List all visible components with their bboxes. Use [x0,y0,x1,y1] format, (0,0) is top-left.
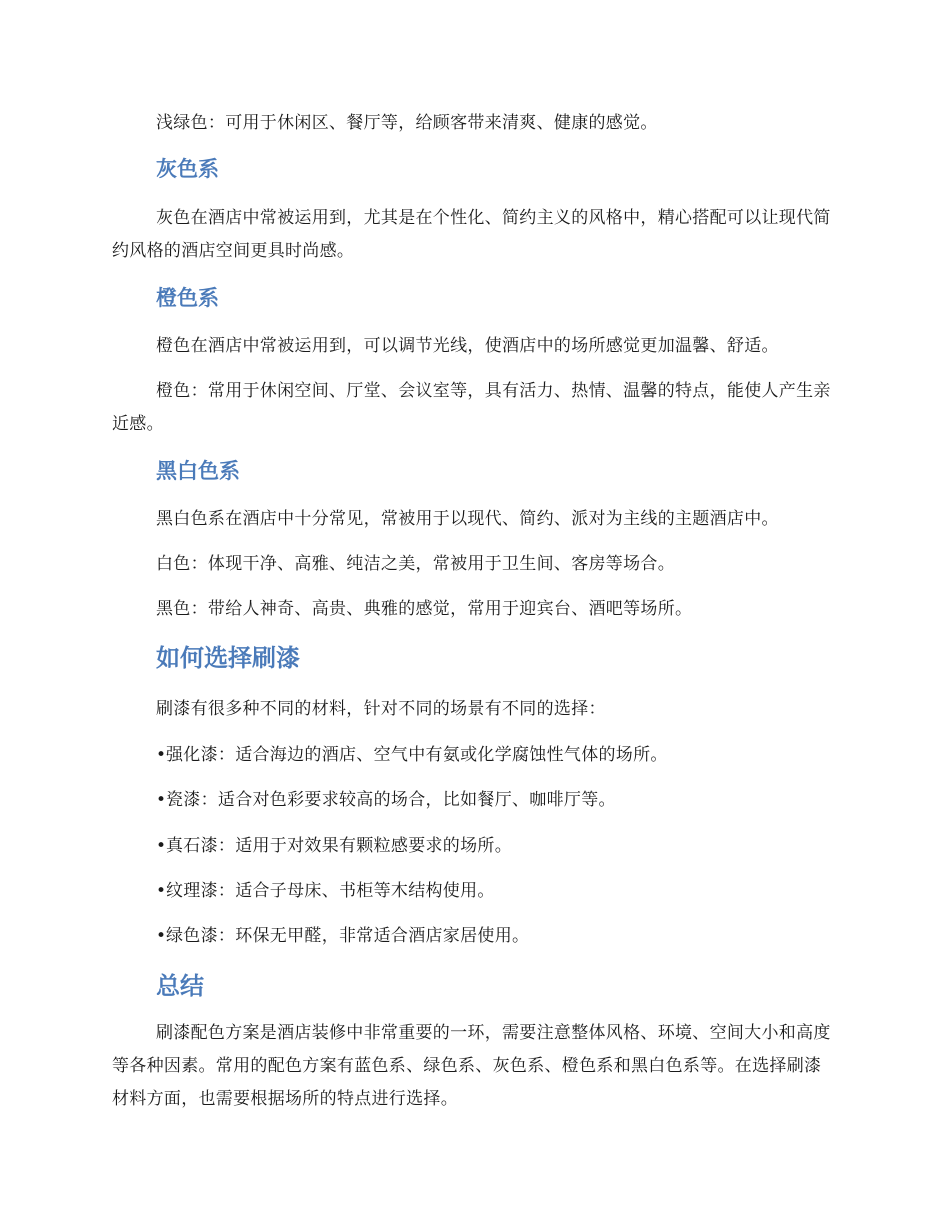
bullet-marker: • [156,926,167,946]
list-item [156,922,876,950]
paragraph-orange-2: 橙色：常用于休闲空间、厅堂、会议室等，具有活力、热情、温馨的特点，能使人产生亲近感。 [112,381,831,434]
bullet-marker: • [156,745,167,765]
paragraph-summary: 刷漆配色方案是酒店装修中非常重要的一环，需要注意整体风格、环境、空间大小和高度等各种因素。常用的配色方案有蓝色系、绿色系、灰色系、橙色系和黑白色系等。在选择刷漆材料方面，也需要根据场所的特点进行选择。 [112,1023,831,1109]
paragraph-how-to-choose: 刷漆有很多种不同的材料，针对不同的场景有不同的选择： [156,699,606,719]
heading-summary: 总结 [156,972,204,1000]
list-item-text: 真石漆：适用于对效果有颗粒感要求的场所。 [166,836,512,856]
paragraph-black-white-2: 白色：体现干净、高雅、纯洁之美，常被用于卫生间、客房等场合。 [156,554,675,574]
list-item-text: 绿色漆：环保无甲醛，非常适合酒店家居使用。 [166,926,530,946]
paragraph-light-green: 浅绿色：可用于休闲区、餐厅等，给顾客带来清爽、健康的感觉。 [156,113,658,133]
paragraph-gray: 灰色在酒店中常被运用到，尤其是在个性化、简约主义的风格中，精心搭配可以让现代简约风格的酒店空间更具时尚感。 [112,208,831,261]
bullet-marker: • [156,790,167,810]
heading-gray: 灰色系 [156,157,219,181]
paragraph-black-white-3: 黑色：带给人神奇、高贵、典雅的感觉，常用于迎宾台、酒吧等场所。 [156,599,693,619]
heading-orange: 橙色系 [156,286,219,310]
list-item-text: 纹理漆：适合子母床、书柜等木结构使用。 [166,881,495,901]
heading-how-to-choose: 如何选择刷漆 [156,644,300,672]
list-item [156,832,876,860]
heading-black-white: 黑白色系 [156,459,240,483]
list-item [156,877,876,905]
list-item [156,786,876,814]
list-item-text: 强化漆：适合海边的酒店、空气中有氨或化学腐蚀性气体的场所。 [166,745,668,765]
paragraph-orange-1: 橙色在酒店中常被运用到，可以调节光线，使酒店中的场所感觉更加温馨、舒适。 [156,336,779,356]
list-item-text: 瓷漆：适合对色彩要求较高的场合，比如餐厅、咖啡厅等。 [166,790,616,810]
bullet-marker: • [156,881,167,901]
list-item [156,741,876,769]
paragraph-black-white-1: 黑白色系在酒店中十分常见，常被用于以现代、简约、派对为主线的主题酒店中。 [156,509,779,529]
bullet-marker: • [156,836,167,856]
